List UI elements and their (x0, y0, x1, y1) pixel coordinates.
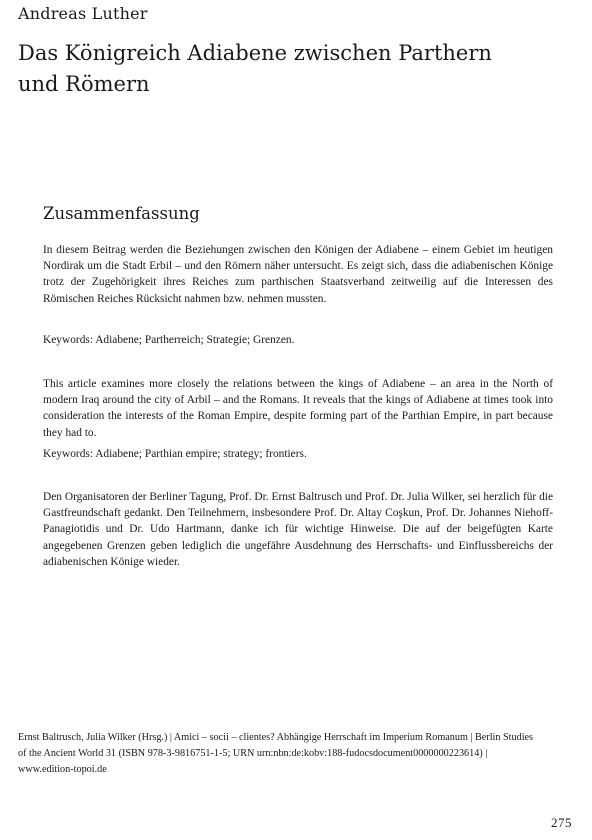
keywords-german: Keywords: Adiabene; Partherreich; Strategie; Grenzen. (43, 334, 295, 346)
keywords-english: Keywords: Adiabene; Parthian empire; strategy; frontiers. (43, 448, 307, 460)
summary-heading: Zusammenfassung (43, 204, 200, 223)
abstract-english: This article examines more closely the relations between the kings of Adiabene – an area in the North of modern Iraq around the city of Arbil – and the Romans. It reveals that the kings of Adiabene at times took into consideration the interests of the Roman Empire, despite forming part of the Parthian Empire, in part because they had to. (43, 378, 553, 439)
acknowledgement-paragraph: Den Organisatoren der Berliner Tagung, Prof. Dr. Ernst Baltrusch und Prof. Dr. Julia Wilker, sei herzlich für die Gastfreundschaft gedankt. Den Teilnehmern, insbesondere Prof. Dr. Altay Coşkun, Prof. Dr. Johannes Niehoff-Panagiotidis und Dr. Udo Hartmann, danke ich für wichtige Hinweise. Die auf der beigefügten Karte angegebenen Grenzen geben lediglich die ungefähre Ausdehnung des Herrschafts- und Einflussbereichs der adiabenischen Könige wieder. (43, 491, 553, 568)
abstract-german: In diesem Beitrag werden die Beziehungen zwischen den Königen der Adiabene – einem Gebiet im heutigen Nordirak um die Stadt Erbil – und den Römern näher untersucht. Es zeigt sich, dass die adiabenischen Könige trotz der Zugehörigkeit ihres Reiches zum parthischen Staatsverband zeitweilig auf die Interessen des Römischen Reiches Rücksicht nahmen bzw. nehmen mussten. (43, 244, 553, 305)
citation-footer: Ernst Baltrusch, Julia Wilker (Hrsg.) | Amici – socii – clientes? Abhängige Herrschaft im Imperium Romanum | Berlin Studies of the Ancient World 31 (ISBN 978-3-9816751-1-5; URN urn:nbn:de:kobv:188-fudocsdocument0000000223614) | www.edition-topoi.de (18, 732, 534, 775)
article-title: Das Königreich Adiabene zwischen Parthern und Römern (18, 41, 492, 96)
page-number: 275 (551, 815, 572, 830)
author-name: Andreas Luther (18, 4, 148, 23)
